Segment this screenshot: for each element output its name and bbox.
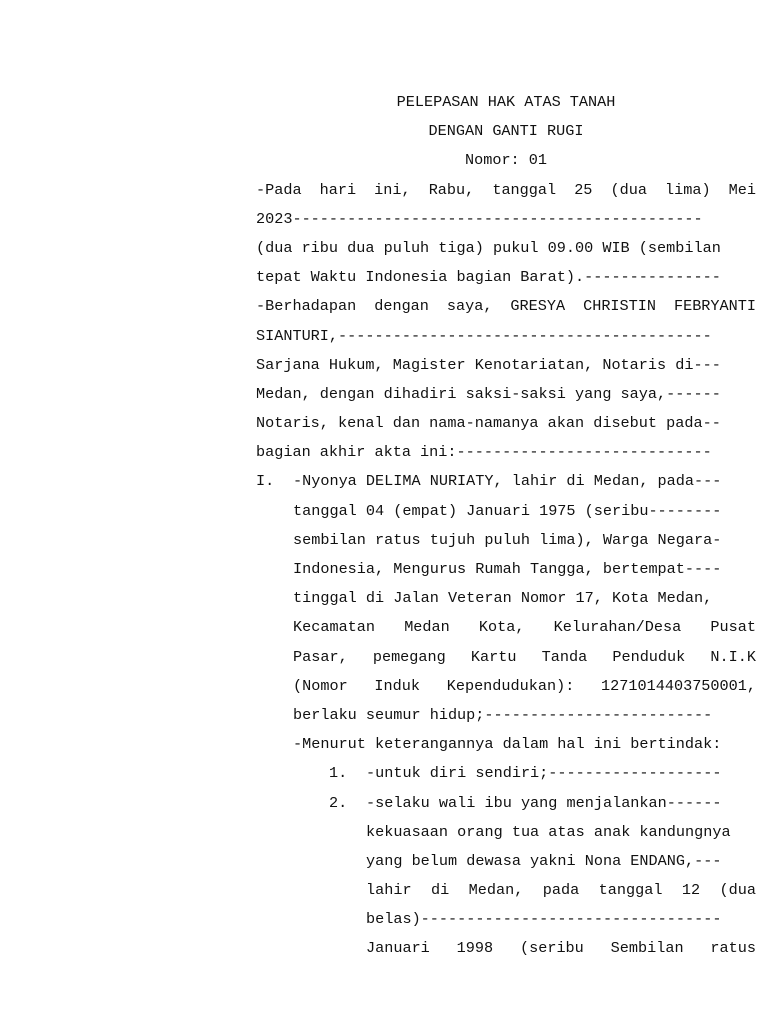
opening-line: -Pada hari ini, Rabu, tanggal 25 (dua lima) Mei [256, 180, 756, 199]
capacity-line: lahir di Medan, pada tanggal 12 (dua [366, 881, 756, 900]
party-line: -Nyonya DELIMA NURIATY, lahir di Medan, pada--- [293, 472, 722, 491]
capacity-line: belas)--------------------------------- [366, 910, 722, 929]
party-line: berlaku seumur hidup;------------------------- [293, 705, 713, 724]
opening-line: (dua ribu dua puluh tiga) pukul 09.00 WIB (sembilan [256, 238, 721, 257]
deed-subtitle: DENGAN GANTI RUGI [428, 122, 584, 141]
capacity-marker: 2. [329, 793, 348, 812]
capacity-item-2 [256, 789, 756, 964]
capacity-line: Januari 1998 (seribu Sembilan ratus [366, 939, 756, 958]
opening-line: Notaris, kenal dan nama-namanya akan disebut pada-- [256, 414, 721, 433]
opening-line: Sarjana Hukum, Magister Kenotariatan, Notaris di--- [256, 355, 721, 374]
capacity-line: yang belum dewasa yakni Nona ENDANG,--- [366, 851, 722, 870]
party-line: tanggal 04 (empat) Januari 1975 (seribu-------- [293, 501, 722, 520]
deed-document [256, 88, 756, 964]
party-one-section [256, 467, 756, 963]
deed-number: Nomor: 01 [464, 151, 548, 170]
party-line: tinggal di Jalan Veteran Nomor 17, Kota Medan, [293, 589, 713, 608]
party-one-marker: I. [256, 472, 275, 491]
party-line: Indonesia, Mengurus Rumah Tangga, bertempat---- [293, 560, 722, 578]
party-line: Kecamatan Medan Kota, Kelurahan/Desa Pusat [293, 618, 756, 637]
capacity-line: -selaku wali ibu yang menjalankan------ [366, 793, 722, 812]
opening-line: Medan, dengan dihadiri saksi-saksi yang saya,------ [256, 384, 721, 403]
opening-line: tepat Waktu Indonesia bagian Barat).--------------- [256, 268, 721, 287]
capacity-line: kekuasaan orang tua atas anak kandungnya [366, 822, 731, 841]
party-line: -Menurut keterangannya dalam hal ini bertindak: [293, 735, 722, 754]
opening-line: 2023--------------------------------------------- [256, 209, 703, 228]
opening-line: SIANTURI,----------------------------------------- [256, 326, 712, 345]
capacity-line: -untuk diri sendiri;------------------- [366, 764, 722, 783]
party-line: (Nomor Induk Kependudukan): 1271014403750001, [293, 676, 756, 695]
opening-line: bagian akhir akta ini:---------------------------- [256, 443, 712, 462]
party-line: sembilan ratus tujuh puluh lima), Warga Negara- [293, 530, 722, 549]
capacity-marker: 1. [329, 764, 348, 783]
capacity-item-1 [256, 759, 756, 788]
opening-paragraph [256, 176, 756, 468]
party-line: Pasar, pemegang Kartu Tanda Penduduk N.I.K [293, 647, 756, 666]
deed-title: PELEPASAN HAK ATAS TANAH [396, 93, 616, 111]
opening-line: -Berhadapan dengan saya, GRESYA CHRISTIN FEBRYANTI [256, 297, 756, 316]
